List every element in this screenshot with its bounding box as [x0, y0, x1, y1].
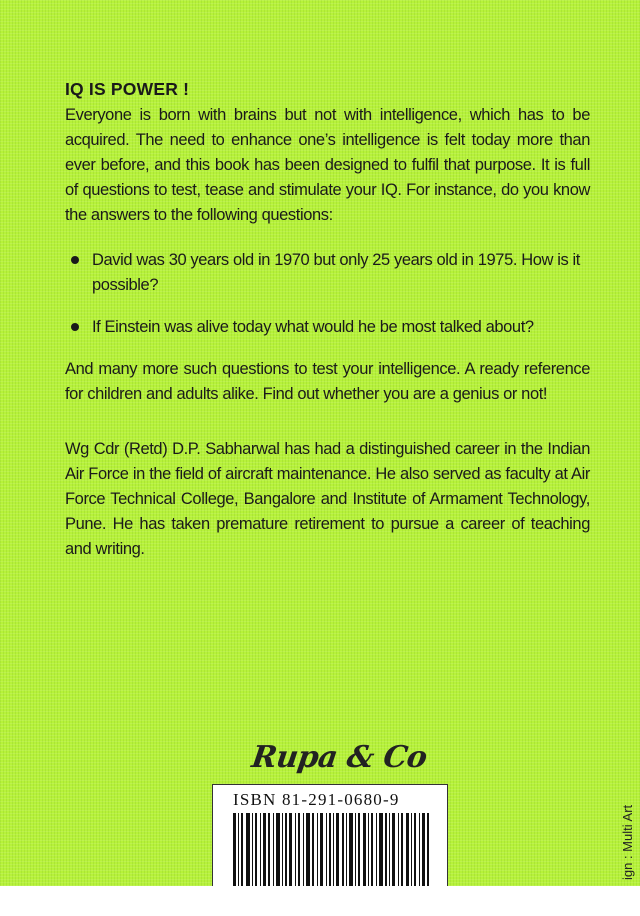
closing-paragraph: And many more such questions to test your intelligence. A ready reference for children and adults alike. Find out whether you are a genius or not! [65, 360, 590, 403]
author-bio: Wg Cdr (Retd) D.P. Sabharwal has had a distinguished career in the Indian Air Force in the field of aircraft maintenance. He also served as faculty at Air Force Technical College, Bangalore and Institute of Armament Technology, Pune. He has taken premature retirement to pursue a career of teaching and writing. [65, 440, 590, 558]
barcode-icon [231, 813, 431, 889]
blurb [65, 78, 590, 562]
question-list [65, 248, 590, 340]
question-text: If Einstein was alive today what would he be most talked about? [92, 318, 534, 336]
list-item [65, 248, 590, 298]
page-bottom-edge [0, 886, 640, 916]
blurb-title: IQ IS POWER ! [65, 79, 190, 99]
isbn-text: ISBN 81-291-0680-9 [233, 790, 400, 809]
question-text: David was 30 years old in 1970 but only 25 years old in 1975. How is it possible? [92, 251, 580, 294]
intro-paragraph: Everyone is born with brains but not with intelligence, which has to be acquired. The need to enhance one’s intelligence is felt today more than ever before, and this book has been designed to fulfil that purpose. It is full of questions to test, tease and stimulate your IQ. For instance, do you know the answers to the following questions: [65, 106, 590, 224]
publisher-logo: Rupa & Co [249, 740, 429, 775]
list-item [65, 315, 590, 340]
isbn-barcode-box [212, 784, 448, 888]
designer-credit: ign : Multi Art [620, 804, 635, 880]
bullet-icon [71, 256, 79, 264]
bullet-icon [71, 323, 79, 331]
